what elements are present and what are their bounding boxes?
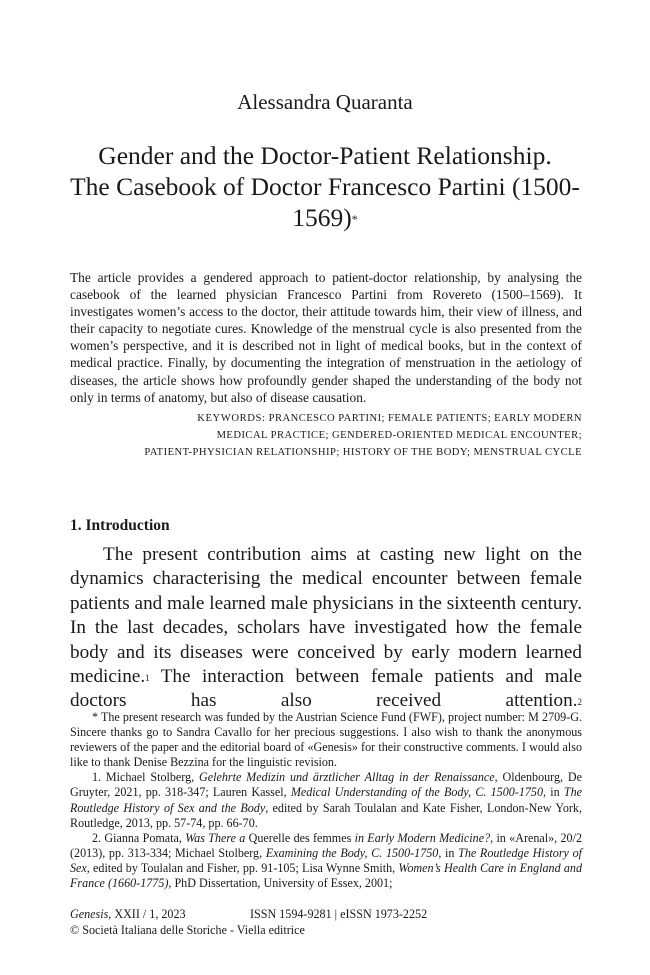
body-text-b: The interaction between female patients and male doctors has also received attention. — [70, 666, 582, 712]
journal-name: Genesis — [70, 907, 109, 921]
article-title — [40, 140, 610, 233]
footnote-ref-1[interactable]: 1 — [145, 673, 150, 684]
journal-issue: , XXII / 1, 2023 — [108, 907, 186, 921]
page-footer — [70, 907, 582, 938]
keywords-label: KEYWORDS: — [197, 413, 266, 424]
copyright: © Società Italiana delle Storiche - Viella editrice — [70, 922, 305, 937]
title-line-2 — [40, 171, 610, 233]
footnotes — [70, 710, 582, 891]
footnote-2 — [70, 831, 582, 891]
footnote-2-text: , in «Arenal», 20/2 (2013), pp. 313-334; Michael Stolberg, — [70, 830, 582, 860]
title-footnote-mark[interactable]: * — [351, 212, 358, 226]
footnote-2-text: , in — [438, 845, 459, 860]
footnote-star-text: * The present research was funded by the Austrian Science Fund (FWF), project number: M 2709-G. Sincere thanks go to Sandra Cavallo for her precious suggestions. I also wish to thank the anonymous reviewers of the paper and the editorial board of «Genesis» for their constructive comments. I would also like to thank Denise Bezzina for the linguistic revision. — [70, 710, 582, 770]
footnote-star — [70, 710, 582, 770]
footer-row — [70, 907, 582, 923]
footnote-1-text: 1. Michael Stolberg, — [92, 770, 199, 785]
issn: ISSN 1594-9281 | eISSN 1973-2252 — [250, 907, 428, 921]
footnote-ref-2[interactable]: 2 — [577, 697, 582, 708]
keywords-line-3: PATIENT-PHYSICIAN RELATIONSHIP; HISTORY OF THE BODY; MENSTRUAL CYCLE — [144, 447, 582, 459]
keywords-line-1-text: PRANCESCO PARTINI; FEMALE PATIENTS; EARLY MODERN — [268, 413, 582, 424]
footnote-1-text: , Oldenbourg, De Gruyter, 2021, pp. 318-347; Lauren Kassel, — [70, 770, 582, 800]
footnote-1-text: , edited by Sarah Toulalan and Kate Fisher, London-New York, Routledge, 2013, pp. 57-74, pp. 66-70. — [70, 800, 582, 830]
footnote-1 — [70, 770, 582, 830]
footnote-1-title: Medical Understanding of the Body, C. 1500-1750 — [290, 785, 544, 800]
author-name: Alessandra Quaranta — [237, 90, 413, 114]
journal-citation — [70, 907, 250, 923]
section-heading: 1. Introduction — [70, 517, 170, 534]
title-line-2-text: The Casebook of Doctor Francesco Partini (1500-1569) — [70, 172, 580, 232]
keywords-line-1 — [70, 410, 582, 427]
footnote-2-text: Querelle des femmes — [248, 830, 352, 845]
footnote-1-title: Gelehrte Medizin und ärztlicher Alltag in der Renaissance — [199, 770, 495, 785]
footnote-2-text: 2. Gianna Pomata, — [92, 830, 186, 845]
footnote-2-title: in Early Modern Medicine? — [351, 830, 491, 845]
keywords — [70, 410, 582, 461]
abstract: The article provides a gendered approach to patient-doctor relationship, by analysing the casebook of the learned physician Francesco Partini from Rovereto (1500–1569). It investigates women’s access to the doctor, their attitude towards him, their view of illness, and their capacity to negotiate cures. Knowledge of the menstrual cycle is also presented from the women’s perspective, and it is described not in light of medical books, but in the context of medical practice. Finally, by documenting the integration of menstruation in the aetiology of diseases, the article shows how profoundly gender shaped the understanding of the body not only in terms of anatomy, but also of disease causation. — [70, 270, 582, 405]
footnote-2-title: Examining the Body, C. 1500-1750 — [265, 845, 439, 860]
footnote-2-title: The Routledge History of Sex — [70, 845, 582, 875]
footnote-1-title: The Routledge History of Sex and the Body — [70, 785, 582, 815]
footnote-2-text: , edited by Toulalan and Fisher, pp. 91-105; Lisa Wynne Smith, — [86, 860, 399, 875]
footnote-2-text: , PhD Dissertation, University of Essex, 2001; — [168, 876, 393, 891]
keywords-line-2: MEDICAL PRACTICE; GENDERED-ORIENTED MEDICAL ENCOUNTER; — [216, 430, 582, 442]
body-text-a: The present contribution aims at casting new light on the dynamics characterising the medical encounter between female patients and male learned male physicians in the sixteenth century. In the last decades, scholars have investigated how the female body and its diseases were conceived by early modern learned medicine. — [70, 544, 582, 688]
section-body — [70, 543, 582, 714]
footnote-2-title: Women’s Health Care in England and France (1660-1775) — [70, 860, 582, 891]
footnote-2-title: Was There a — [185, 830, 249, 845]
title-line-1: Gender and the Doctor-Patient Relationship. — [98, 141, 552, 170]
footnote-1-text: , in — [543, 785, 564, 800]
